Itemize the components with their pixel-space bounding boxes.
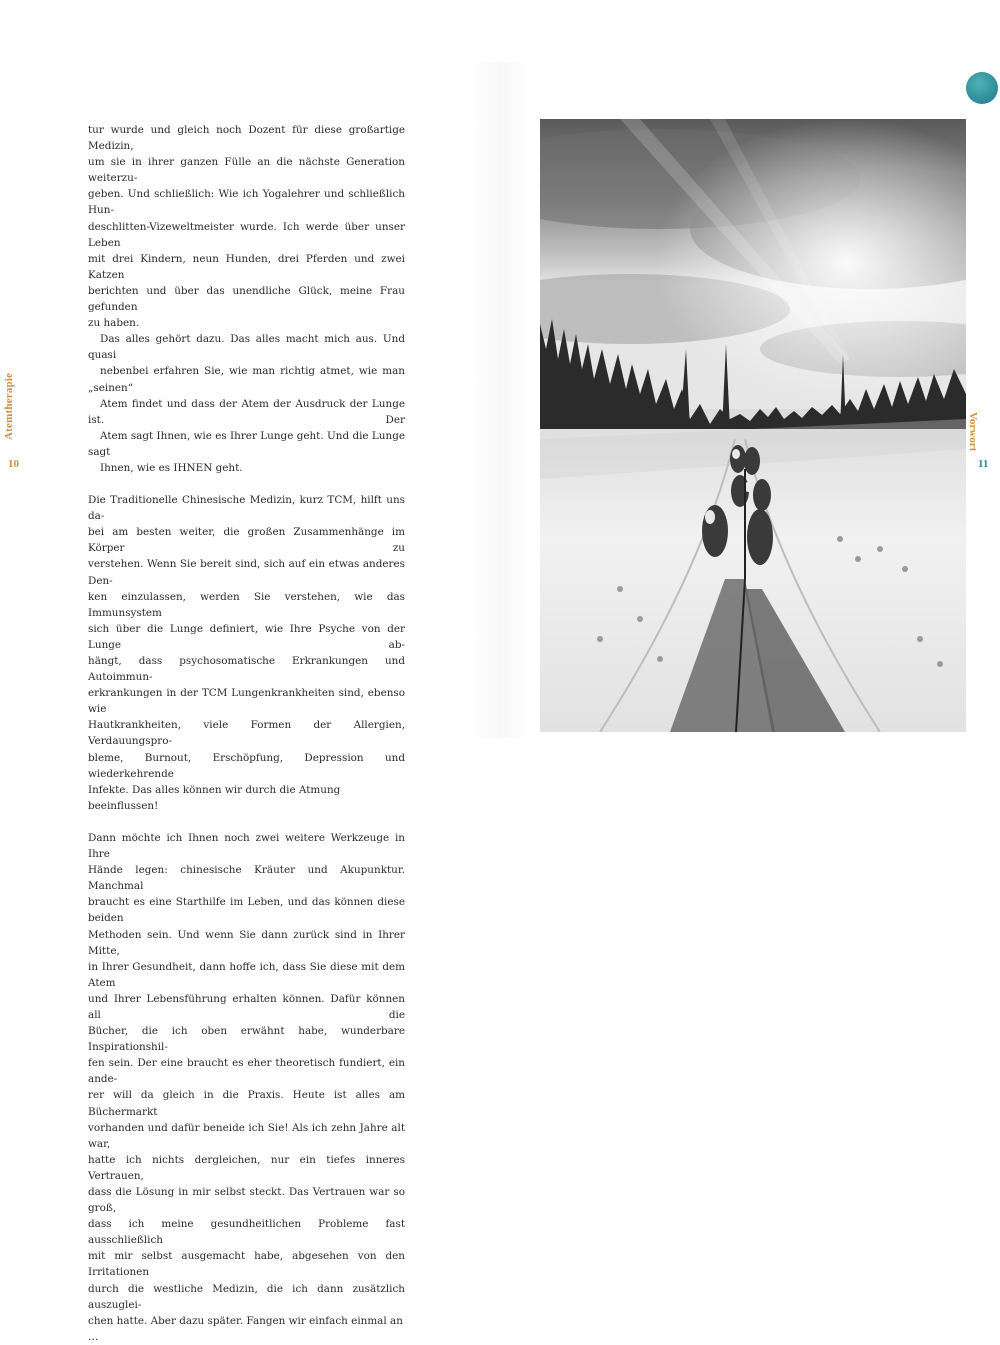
running-head-right: Vorwort [967,412,979,452]
body-paragraph [88,331,405,476]
text-line: Hautkrankheiten, viele Formen der Allergien, Verdauungspro- [88,719,405,748]
photo-illustration [540,119,966,732]
text-line: deschlitten-Vizeweltmeister wurde. Ich werde über unser Leben [88,220,405,249]
text-line: geben. Und schließlich: Wie ich Yogalehrer und schließlich Hun- [88,188,405,217]
text-line: Hände legen: chinesische Kräuter und Akupunktur. Manchmal [88,864,405,893]
text-line: erkrankungen in der TCM Lungenkrankheiten sind, ebenso wie [88,687,405,716]
gutter-shade-right [500,62,530,738]
text-line: vorhanden und dafür beneide ich Sie! Als ich zehn Jahre alt war, [88,1121,405,1150]
text-line: Atem findet und dass der Atem der Ausdruck der Lunge ist. Der [88,397,405,426]
text-line: und Ihrer Lebensführung erhalten können. Dafür können all die [88,992,405,1021]
running-head-left: Atemtherapie [3,372,15,440]
body-paragraph [88,830,405,1345]
text-line: in Ihrer Gesundheit, dann hoffe ich, dass Sie diese mit dem Atem [88,960,405,989]
body-text [88,122,405,1345]
text-line: hängt, dass psychosomatische Erkrankungen und Autoimmun- [88,655,405,684]
text-line: hatte ich nichts dergleichen, nur ein tiefes inneres Vertrauen, [88,1153,405,1182]
gutter-shade-left [470,62,500,738]
text-line: nebenbei erfahren Sie, wie man richtig atmet, wie man „seinen“ [88,365,405,394]
text-line: dass ich meine gesundheitlichen Probleme fast ausschließlich [88,1218,405,1247]
page-number-right: 11 [978,458,989,470]
text-line: bei am besten weiter, die großen Zusammenhänge im Körper zu [88,526,405,555]
text-line: Bücher, die ich oben erwähnt habe, wunderbare Inspirationshil- [88,1025,405,1054]
sled-dog-photo [540,119,966,732]
text-line: rer will da gleich in die Praxis. Heute ist alles am Büchermarkt [88,1089,405,1118]
text-line: mit drei Kindern, neun Hunden, drei Pferden und zwei Katzen [88,252,405,281]
text-line: Ihnen, wie es IHNEN geht. [100,461,243,474]
text-line: zu haben. [88,317,140,330]
page-number-left: 10 [8,458,19,470]
text-line: berichten und über das unendliche Glück, meine Frau gefunden [88,284,405,314]
text-line: durch die westliche Medizin, die ich dann zusätzlich auszuglei- [88,1282,405,1311]
text-line: tur wurde und gleich noch Dozent für diese großartige Medizin, [88,124,405,153]
text-line: Die Traditionelle Chinesische Medizin, kurz TCM, hilft uns da- [88,494,405,523]
text-line: Methoden sein. Und wenn Sie dann zurück sind in Ihrer Mitte, [88,928,405,957]
text-line: mit mir selbst ausgemacht habe, abgesehen von den Irritationen [88,1250,405,1279]
text-line: chen hatte. Aber dazu später. Fangen wir einfach einmal an … [88,1314,403,1343]
text-line: Dann möchte ich Ihnen noch zwei weitere Werkzeuge in Ihre [88,831,405,861]
text-line: verstehen. Wenn Sie bereit sind, sich auf ein etwas anderes Den- [88,558,405,587]
text-line: Das alles gehört dazu. Das alles macht mich aus. Und quasi [88,333,405,362]
teal-circle-icon [966,72,998,104]
text-line: fen sein. Der eine braucht es eher theoretisch fundiert, ein ande- [88,1057,405,1086]
body-paragraph [88,492,405,814]
text-line: braucht es eine Starthilfe im Leben, und das können diese beiden [88,896,405,925]
text-line: ken einzulassen, werden Sie verstehen, wie das Immunsystem [88,590,405,619]
body-paragraph [88,122,405,331]
text-line: dass die Lösung in mir selbst steckt. Das Vertrauen war so groß, [88,1186,405,1215]
text-line: Atem sagt Ihnen, wie es Ihrer Lunge geht. Und die Lunge sagt [88,429,405,458]
text-line: bleme, Burnout, Erschöpfung, Depression und wiederkehrende [88,751,405,780]
text-line: sich über die Lunge definiert, wie Ihre Psyche von der Lunge ab- [88,622,405,651]
text-line: um sie in ihrer ganzen Fülle an die nächste Generation weiterzu- [88,156,405,185]
text-line: Infekte. Das alles können wir durch die Atmung beeinflussen! [88,783,341,812]
